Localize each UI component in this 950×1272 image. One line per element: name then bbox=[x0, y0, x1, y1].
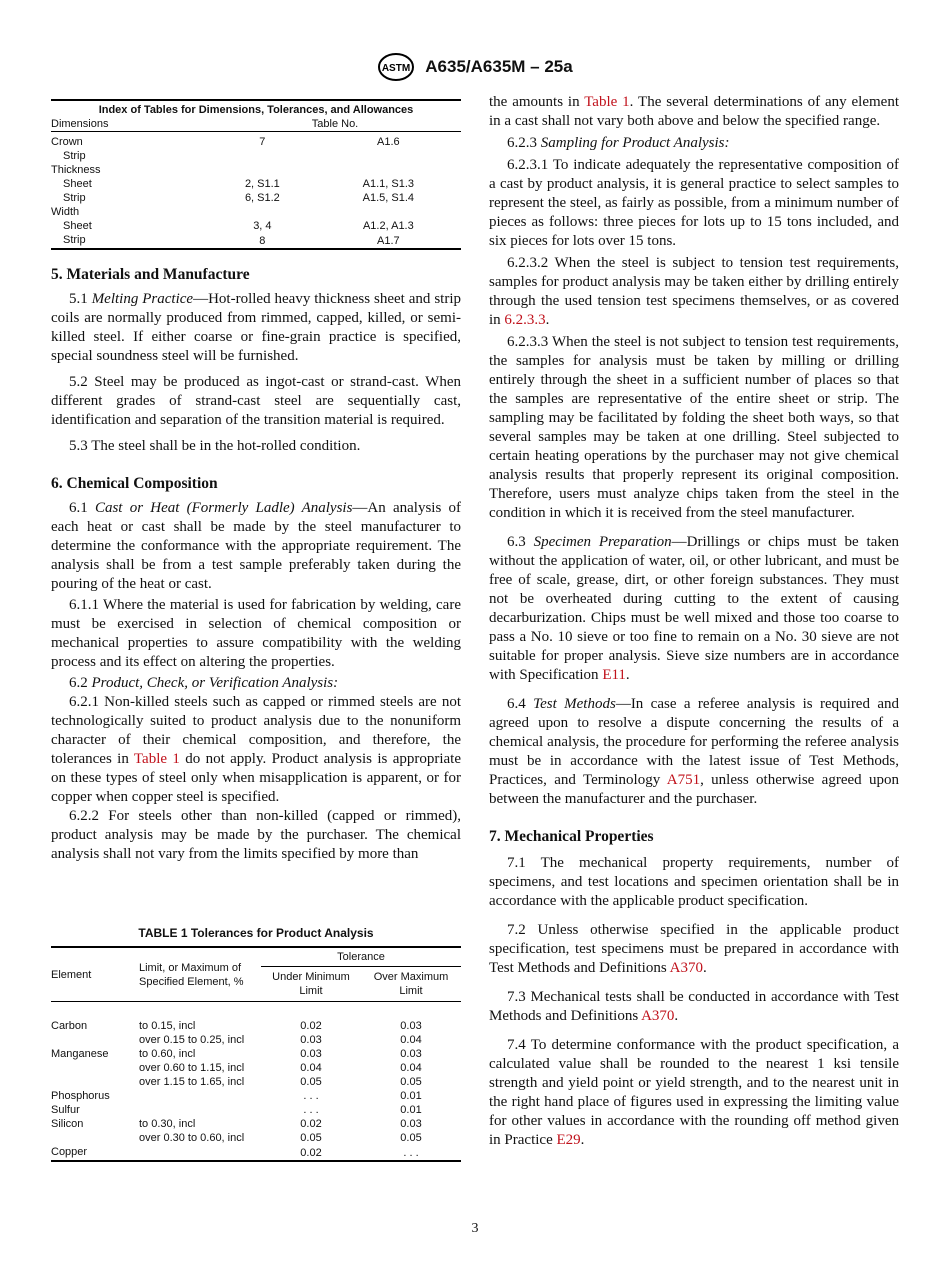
para-6-3: 6.3 Specimen Preparation—Drillings or chips must be taken without the application of water, oil, or other lubricant, and must be free of scale, grease, dirt, or other foreign substances. They must not be overheated during cutting to the extent of causing decarburization. Chips must be well mixed and those too coarse to pass a No. 10 sieve or too fine to remain on a No. 30 sieve are not suitable for proper analysis. Sieve size numbers are in accordance with Specification E11. bbox=[489, 534, 899, 683]
section-7-heading: 7. Mechanical Properties bbox=[489, 828, 654, 845]
para-6-1: 6.1 Cast or Heat (Formerly Ladle) Analysis—An analysis of each heat or cast shall be made by the steel manufacturer to determine the conformance with the appropriate requirement. The analysis shall be from a test sample preferably taken during the pouring of the heat or cast. bbox=[51, 500, 462, 592]
para-7-2: 7.2 Unless otherwise specified in the applicable product specification, test specimens must be prepared in accordance with Test Methods and Definitions A370. bbox=[489, 922, 899, 976]
row-element: Manganese bbox=[51, 1048, 109, 1060]
row-element: Phosphorus bbox=[51, 1090, 110, 1102]
row-annex bbox=[316, 149, 461, 163]
row-over: 0.04 bbox=[400, 1034, 422, 1046]
para-6-2: 6.2 Product, Check, or Verification Analysis: bbox=[69, 675, 339, 691]
row-limit: over 0.15 to 0.25, incl bbox=[139, 1034, 245, 1046]
tol-col-limit: Limit, or Maximum of Specified Element, % bbox=[139, 947, 261, 1002]
tol-col-under: Under Minimum Limit bbox=[261, 967, 361, 1002]
table-row bbox=[51, 219, 461, 233]
row-limit: over 0.60 to 1.15, incl bbox=[139, 1062, 245, 1074]
tol-col-over: Over Maximum Limit bbox=[361, 967, 461, 1002]
row-over: 0.03 bbox=[400, 1118, 422, 1130]
table-row bbox=[51, 1117, 461, 1131]
row-name: Strip bbox=[63, 150, 86, 162]
row-over: 0.01 bbox=[400, 1090, 422, 1102]
row-limit bbox=[139, 1089, 261, 1103]
table-row bbox=[51, 1145, 461, 1161]
para-5-1: 5.1 Melting Practice—Hot-rolled heavy thickness sheet and strip coils are normally produced from rimmed, capped, killed, or semi-killed steel. If either coarse or fine-grain practice is specified, special soundness steel will be furnished. bbox=[51, 291, 462, 364]
row-limit bbox=[139, 1103, 261, 1117]
row-annex: A1.1, S1.3 bbox=[362, 178, 415, 190]
row-limit: to 0.30, incl bbox=[139, 1118, 196, 1130]
row-table: 7 bbox=[259, 136, 266, 148]
row-over: 0.03 bbox=[400, 1048, 422, 1060]
row-under: 0.05 bbox=[300, 1132, 322, 1144]
row-name: Crown bbox=[51, 136, 83, 148]
para-6-2-3-2: 6.2.3.2 When the steel is subject to tension test requirements, samples for product analysis may be taken either by drilling entirely through the used tension test specimens themselves, or as covered in 6.2.3.3. bbox=[489, 255, 899, 328]
row-under: 0.02 bbox=[300, 1020, 322, 1032]
table-row bbox=[51, 163, 461, 177]
table-1-link[interactable]: Table 1 bbox=[133, 751, 180, 767]
row-name: Thickness bbox=[51, 164, 101, 176]
table-row bbox=[51, 1089, 461, 1103]
para-6-2-3: 6.2.3 Sampling for Product Analysis: bbox=[507, 135, 730, 151]
row-under: 0.03 bbox=[300, 1048, 322, 1060]
index-col-dimensions: Dimensions bbox=[51, 117, 209, 132]
a751-link[interactable]: A751 bbox=[666, 772, 701, 788]
tol-col-tolerance: Tolerance bbox=[261, 947, 461, 967]
row-annex: A1.5, S1.4 bbox=[362, 192, 415, 204]
astm-logo-icon bbox=[377, 52, 415, 82]
table-row bbox=[51, 1061, 461, 1075]
row-over: . . . bbox=[403, 1146, 419, 1159]
section-6-heading: 6. Chemical Composition bbox=[51, 475, 218, 492]
row-element: Sulfur bbox=[51, 1104, 80, 1116]
left-column bbox=[51, 93, 461, 1162]
section-6-2-3-3-link[interactable]: 6.2.3.3 bbox=[504, 312, 546, 328]
table-1-title: TABLE 1 Tolerances for Product Analysis bbox=[138, 926, 374, 940]
para-7-3: 7.3 Mechanical tests shall be conducted in accordance with Test Methods and Definitions A370. bbox=[489, 989, 899, 1024]
row-element bbox=[51, 1033, 139, 1047]
para-6-4: 6.4 Test Methods—In case a referee analysis is required and agreed upon to resolve a dispute concerning the results of a chemical analysis, the procedure for performing the referee analysis must be in accordance with the latest issue of Test Methods, Practices, and Terminology A751, unless otherwise agreed upon between the manufacturer and the purchaser. bbox=[489, 696, 900, 807]
row-over: 0.01 bbox=[400, 1104, 422, 1116]
tolerance-table bbox=[51, 946, 461, 1162]
row-limit: to 0.60, incl bbox=[139, 1048, 196, 1060]
table-row bbox=[51, 177, 461, 191]
table-row bbox=[51, 1033, 461, 1047]
row-name: Sheet bbox=[63, 220, 92, 232]
row-table: 2, S1.1 bbox=[244, 178, 280, 190]
row-under: 0.04 bbox=[300, 1062, 322, 1074]
para-6-2-3-3: 6.2.3.3 When the steel is not subject to tension test requirements, the samples for analysis must be taken by milling or drilling entirely through the sheet in a sufficient number of places so that the samples are representative of the entire sheet or strip. The sampling may be facilitated by folding the sheet both ways, so that several samples may be taken at one drilling. Steel subjected to certain heating operations by the purchaser may not give chemical analysis results that properly represent its original composition. Therefore, users must analyze chips taken from the steel in the condition in which it is received from the steel manufacturer. bbox=[489, 334, 899, 521]
e11-link[interactable]: E11 bbox=[602, 667, 626, 683]
row-table: 6, S1.2 bbox=[244, 192, 280, 204]
row-table: 8 bbox=[259, 234, 266, 247]
page-header bbox=[0, 52, 950, 82]
row-table bbox=[209, 163, 316, 177]
right-column bbox=[489, 93, 899, 1150]
row-limit: over 0.30 to 0.60, incl bbox=[139, 1132, 245, 1144]
para-6-2-3-1: 6.2.3.1 To indicate adequately the representative composition of a cast by product analysis, it is general practice to select samples to represent the steel, as fairly as possible, from a minimum number of pieces as follows: three pieces for lots up to 15 tons included, and six pieces for lots over 15 tons. bbox=[489, 157, 899, 249]
a370-link[interactable]: A370 bbox=[669, 960, 703, 976]
section-5-heading: 5. Materials and Manufacture bbox=[51, 266, 250, 283]
svg-text:ASTM: ASTM bbox=[382, 63, 411, 74]
row-under: 0.03 bbox=[300, 1034, 322, 1046]
para-6-2-2: 6.2.2 For steels other than non-killed (capped or rimmed), product analysis may be made by the purchaser. The chemical analysis shall not vary from the limits specified by more than bbox=[51, 808, 461, 862]
row-element bbox=[51, 1061, 139, 1075]
row-table bbox=[209, 149, 316, 163]
row-element: Carbon bbox=[51, 1020, 88, 1032]
index-col-table-no: Table No. bbox=[209, 117, 461, 132]
table-1-link[interactable]: Table 1 bbox=[584, 94, 630, 110]
table-row bbox=[51, 1131, 461, 1145]
table-row bbox=[51, 132, 461, 150]
row-element: Copper bbox=[51, 1146, 88, 1158]
row-annex bbox=[316, 205, 461, 219]
row-name: Strip bbox=[63, 192, 86, 204]
page-number: 3 bbox=[471, 1221, 479, 1236]
table-row bbox=[51, 205, 461, 219]
row-under: 0.02 bbox=[300, 1146, 322, 1159]
para-6-2-2-cont: the amounts in Table 1. The several determinations of any element in a cast shall not vary both above and below the specified range. bbox=[489, 94, 899, 129]
table-row bbox=[51, 1103, 461, 1117]
tol-col-element: Element bbox=[51, 947, 139, 1002]
table-row bbox=[51, 233, 461, 249]
index-table bbox=[51, 99, 461, 250]
para-6-1-1: 6.1.1 Where the material is used for fabrication by welding, care must be exercised in selection of chemical composition or mechanical properties to assure compatibility with the welding process and its effect on altering the properties. bbox=[51, 597, 461, 670]
table-row bbox=[51, 1075, 461, 1089]
row-annex: A1.6 bbox=[377, 136, 400, 148]
row-limit: over 1.15 to 1.65, incl bbox=[139, 1076, 245, 1088]
e29-link[interactable]: E29 bbox=[556, 1132, 581, 1148]
row-over: 0.05 bbox=[400, 1132, 422, 1144]
standard-code: A635/A635M – 25a bbox=[425, 57, 573, 76]
table-row bbox=[51, 191, 461, 205]
row-annex: A1.7 bbox=[377, 234, 400, 247]
row-name: Strip bbox=[63, 234, 86, 246]
row-table bbox=[209, 205, 316, 219]
row-name: Sheet bbox=[63, 178, 92, 190]
index-table-title: Index of Tables for Dimensions, Tolerances, and Allowances bbox=[98, 104, 414, 116]
row-element bbox=[51, 1131, 139, 1145]
row-table: 3, 4 bbox=[253, 220, 272, 232]
para-5-2: 5.2 Steel may be produced as ingot-cast or strand-cast. When different grades of strand-cast steel are sequentially cast, identification and separation of the transition material is required. bbox=[51, 374, 461, 428]
row-over: 0.04 bbox=[400, 1062, 422, 1074]
table-row bbox=[51, 1002, 461, 1034]
row-limit: to 0.15, incl bbox=[139, 1020, 196, 1032]
table-row bbox=[51, 149, 461, 163]
row-element bbox=[51, 1075, 139, 1089]
row-under: . . . bbox=[303, 1104, 319, 1116]
row-annex bbox=[316, 163, 461, 177]
row-over: 0.03 bbox=[400, 1020, 422, 1032]
row-under: 0.02 bbox=[300, 1118, 322, 1130]
table-row bbox=[51, 1047, 461, 1061]
row-under: . . . bbox=[303, 1090, 319, 1102]
para-5-3: 5.3 The steel shall be in the hot-rolled condition. bbox=[69, 438, 361, 454]
row-under: 0.05 bbox=[300, 1076, 322, 1088]
row-over: 0.05 bbox=[400, 1076, 422, 1088]
row-element: Silicon bbox=[51, 1118, 84, 1130]
row-annex: A1.2, A1.3 bbox=[362, 220, 414, 232]
row-name: Width bbox=[51, 206, 80, 218]
para-6-2-1: 6.2.1 Non-killed steels such as capped or rimmed steels are not technologically suited to product analysis due to the nonuniform character of their chemical composition, and therefore, the tolerances in Table 1 do not apply. Product analysis is appropriate on these types of steel only when misapplication is apparent, or for copper when copper steel is specified. bbox=[51, 694, 461, 805]
para-7-4: 7.4 To determine conformance with the product specification, a calculated value shall be rounded to the nearest 1 ksi tensile strength and yield point or yield strength, and to the nearest unit in the right hand place of figures used in expressing the limiting value for other values in accordance with the rounding off method given in Practice E29. bbox=[489, 1037, 899, 1148]
a370-link[interactable]: A370 bbox=[641, 1008, 675, 1024]
para-7-1: 7.1 The mechanical property requirements, number of specimens, and test locations and specimen orientation shall be in accordance with the applicable product specification. bbox=[489, 855, 899, 909]
row-limit bbox=[139, 1145, 261, 1161]
